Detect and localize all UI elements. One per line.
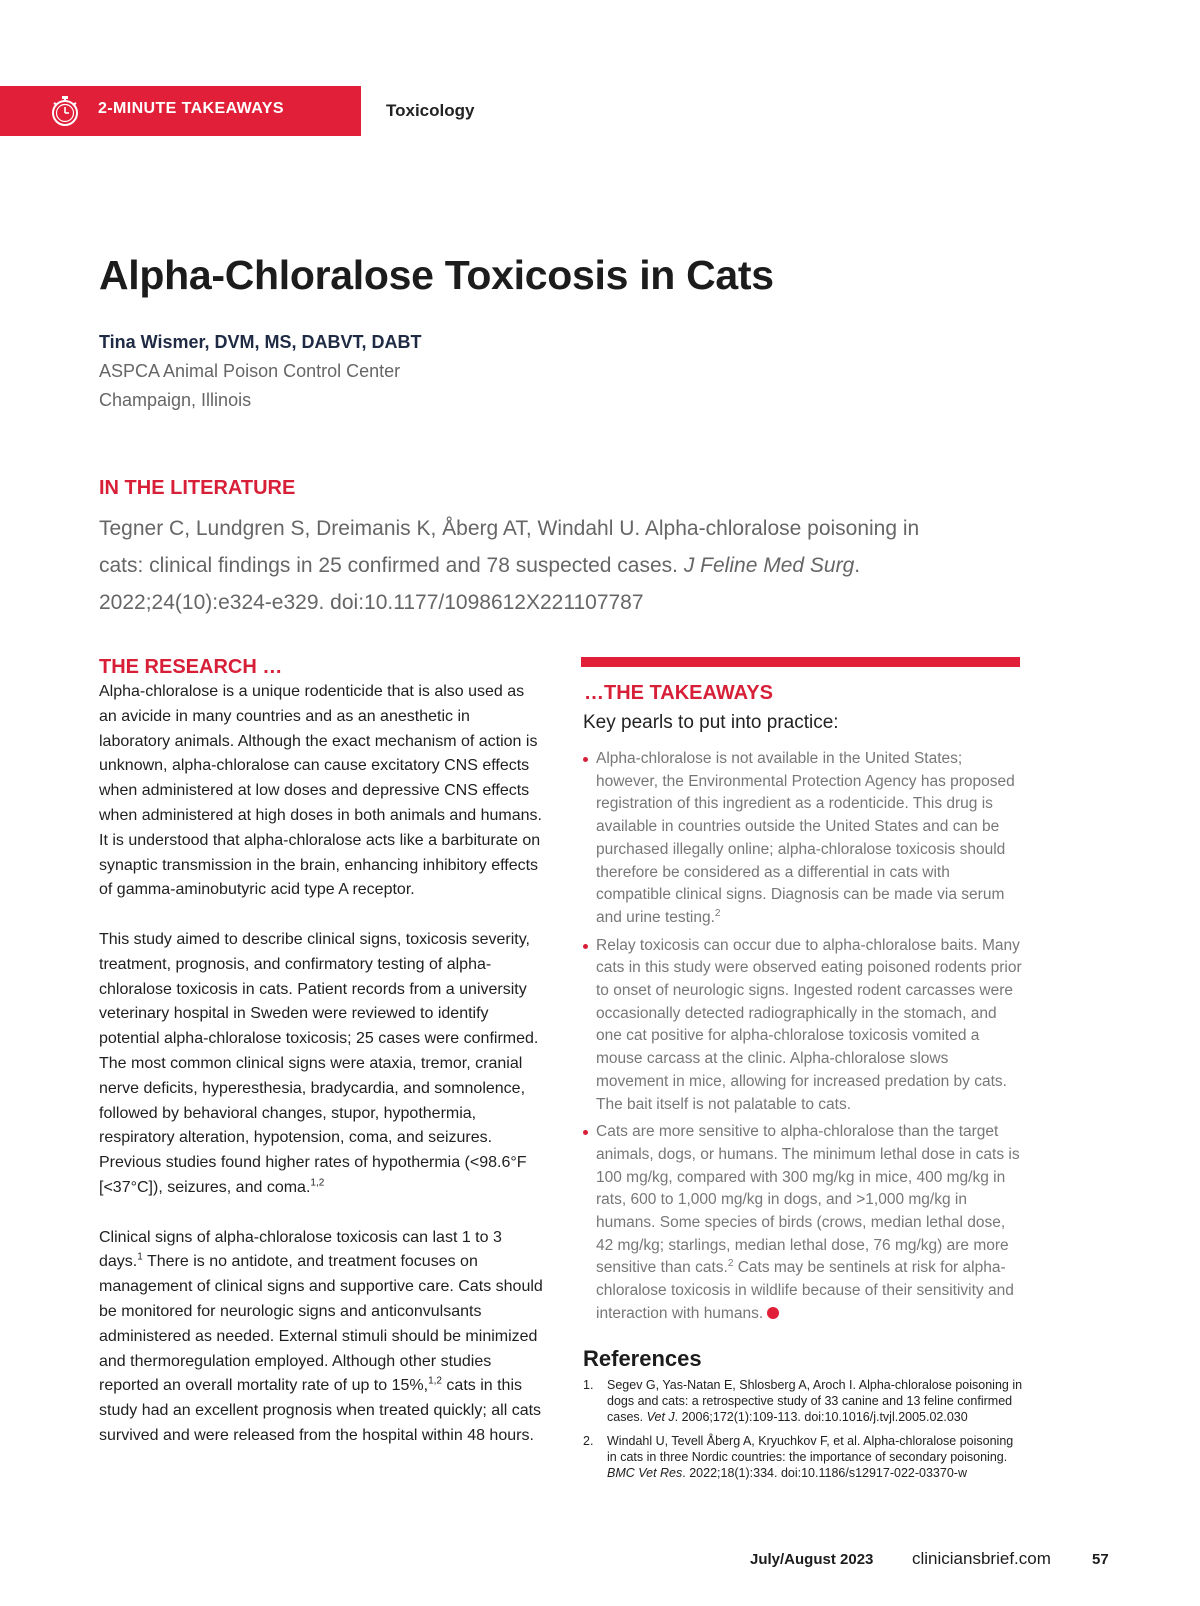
journal-name: J Feline Med Surg: [683, 554, 855, 577]
end-mark-icon: [767, 1307, 779, 1319]
website: cliniciansbrief.com: [912, 1549, 1051, 1568]
article-title: Alpha-Chloralose Toxicosis in Cats: [99, 252, 774, 298]
takeaways-heading: …THE TAKEAWAYS: [584, 682, 773, 704]
research-heading: THE RESEARCH …: [99, 656, 283, 678]
banner-label: 2-MINUTE TAKEAWAYS: [98, 100, 284, 117]
literature-heading: IN THE LITERATURE: [99, 477, 296, 499]
section-tag: Toxicology: [386, 101, 475, 120]
reference-item: 2. Windahl U, Tevell Åberg A, Kryuchkov F, et al. Alpha-chloralose poisoning in cats in three Nordic countries: the importance of secondary poisoning. BMC Vet Res. 2022;18(1):334. doi:10.1186/s12917-022-03370-w: [583, 1433, 1014, 1481]
research-paragraph: Clinical signs of alpha-chloralose toxicosis can last 1 to 3 days.$^1$ There is no antidote, and treatment focuses on management of clinical signs and supportive care. Cats should be monitored for neurologic signs and anticonvulsants administered as needed. External stimuli should be minimized and thermoregulation employed. Although other studies reported an overall mortality rate of up to 15%,$^{1,2}$ cats in this study had an excellent prognosis when treated quickly; all cats survived and were released from the hospital within 48 hours.: [99, 1228, 543, 1444]
research-body: [99, 680, 544, 1474]
bullet-icon: [583, 757, 588, 762]
author-location: Champaign, Illinois: [99, 390, 252, 410]
takeaways-subheading: Key pearls to put into practice:: [583, 712, 839, 733]
takeaways-divider-bar: [581, 657, 1020, 667]
list-item: Alpha-chloralose is not available in the United States; however, the Environmental Protection Agency has proposed registration of this ingredient as a rodenticide. This drug is available in countries outside the United States and can be purchased illegally online; alpha-chloralose toxicosis should therefore be considered as a differential in cats with compatible clinical signs. Diagnosis can be made via serum and urine testing.$^2$: [583, 748, 1023, 930]
list-item: Relay toxicosis can occur due to alpha-chloralose baits. Many cats in this study were observed eating poisoned rodents prior to onset of neurologic signs. Ingested rodent carcasses were occasionally detected radiographically in the stomach, and one cat positive for alpha-chloralose toxicosis vomited a mouse carcass at the clinic. Alpha-chloralose slows movement in mice, allowing for increased predation by cats. The bait itself is not palatable to cats.: [583, 935, 1023, 1117]
takeaways-banner: [0, 86, 361, 136]
author-name: Tina Wismer, DVM, MS, DABVT, DABT: [99, 332, 422, 352]
references-heading: References: [583, 1346, 702, 1371]
stopwatch-icon: [48, 94, 82, 128]
reference-item: 1. Segev G, Yas-Natan E, Shlosberg A, Aroch I. Alpha-chloralose poisoning in dogs and cats: a retrospective study of 33 canine and 13 feline confirmed cases. Vet J. 2006;172(1):109-113. doi:10.1016/j.tvjl.2005.02.030: [583, 1378, 1023, 1425]
takeaways-list: [583, 748, 1023, 1331]
bullet-icon: [583, 944, 588, 949]
bullet-icon: [583, 1130, 588, 1135]
list-item: Cats are more sensitive to alpha-chloralose than the target animals, dogs, or humans. The minimum lethal dose in cats is 100 mg/kg, compared with 300 mg/kg in mice, 400 mg/kg in rats, 600 to 1,000 mg/kg in dogs, and >1,000 mg/kg in humans. Some species of birds (crows, median lethal dose, 42 mg/kg; starlings, median lethal dose, 76 mg/kg) are more sensitive than cats.$^2$ Cats may be sentinels at risk for alpha-chloralose toxicosis in wildlife because of their sensitivity and interaction with humans.: [583, 1121, 1023, 1325]
page-number: 57: [1092, 1551, 1109, 1568]
literature-citation: Tegner C, Lundgren S, Dreimanis K, Åberg AT, Windahl U. Alpha-chloralose poisoning in cats: clinical findings in 25 confirmed and 78 suspected cases. J Feline Med Surg. 2022;24(10):e324-e329. doi:10.1177/1098612X221107787: [99, 517, 920, 614]
references-list: [583, 1377, 1023, 1488]
research-paragraph: Alpha-chloralose is a unique rodenticide that is also used as an avicide in many countries and as an anesthetic in laboratory animals. Although the exact mechanism of action is unknown, alpha-chloralose can cause excitatory CNS effects when administered at low doses and depressive CNS effects when administered at high doses in both animals and humans. It is understood that alpha-chloralose acts like a barbiturate on synaptic transmission in the brain, enhancing inhibitory effects of gamma-aminobutyric acid type A receptor.: [99, 683, 542, 899]
author-affiliation: ASPCA Animal Poison Control Center: [99, 361, 401, 381]
issue-date: July/August 2023: [750, 1551, 874, 1568]
research-paragraph: This study aimed to describe clinical signs, toxicosis severity, treatment, prognosis, and confirmatory testing of alpha-chloralose toxicosis in cats. Patient records from a university veterinary hospital in Sweden were reviewed to identify potential alpha-chloralose toxicosis; 25 cases were confirmed. The most common clinical signs were ataxia, tremor, cranial nerve deficits, hyperesthesia, bradycardia, and somnolence, followed by behavioral changes, stupor, hypothermia, respiratory alteration, hypotension, coma, and seizures. Previous studies found higher rates of hypothermia (<98.6°F [<37°C]), seizures, and coma.$^{1,2}$: [99, 930, 539, 1196]
